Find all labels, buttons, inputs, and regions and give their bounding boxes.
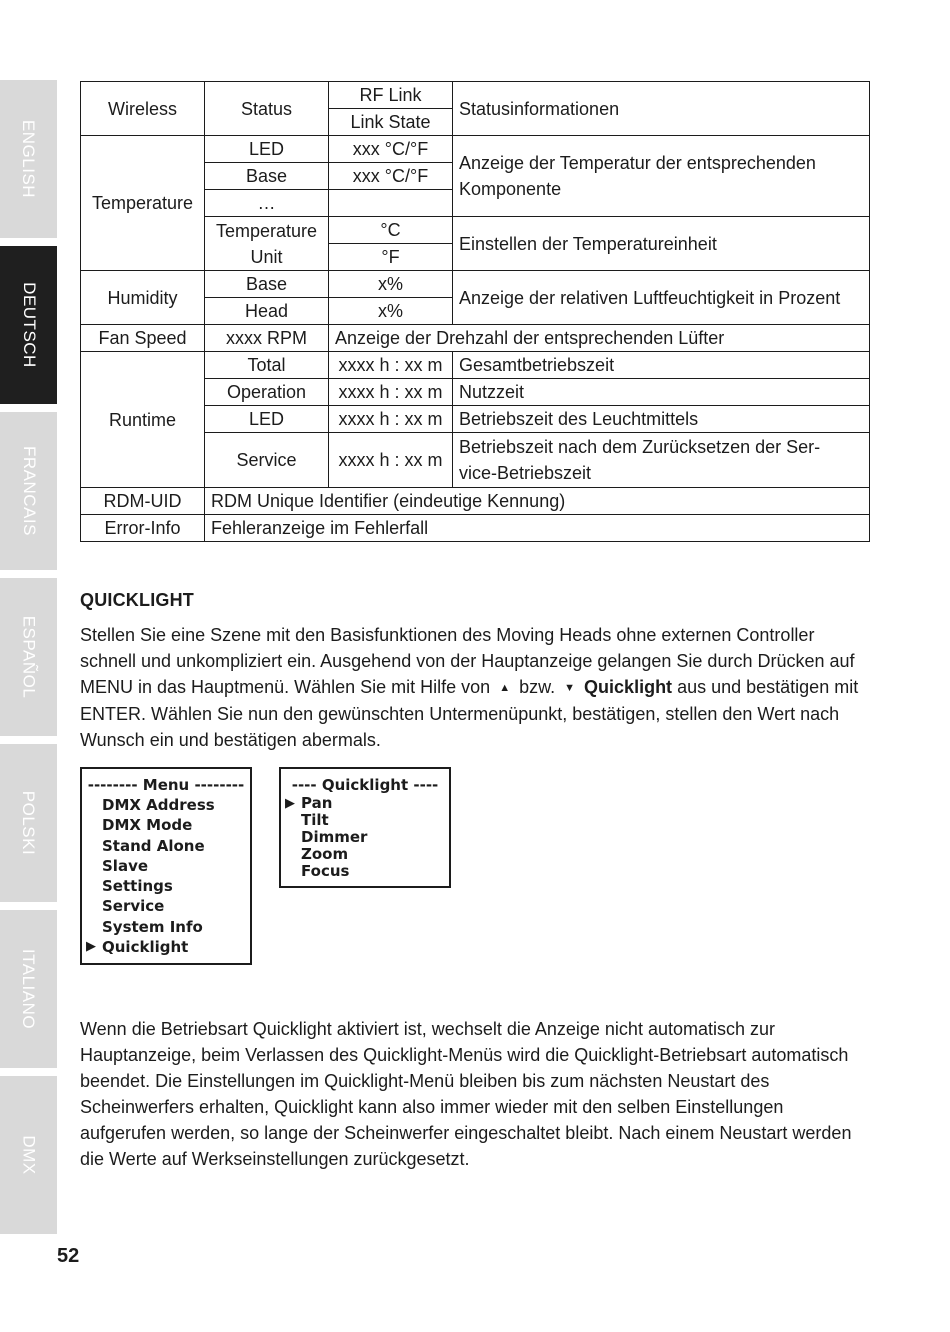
menu-item-label: Stand Alone xyxy=(102,836,205,855)
cursor-arrow-icon: ▶ xyxy=(285,796,295,811)
menu-item xyxy=(281,829,449,846)
table-cell: Fehleranzeige im Fehlerfall xyxy=(205,515,870,542)
menu-display-header: -------- Menu -------- xyxy=(87,776,245,794)
down-arrow-icon: ▼ xyxy=(564,682,576,694)
table-cell: x% xyxy=(329,271,453,298)
table-cell: RF Link xyxy=(329,82,453,109)
table-cell: Service xyxy=(205,433,329,488)
table-cell: Anzeige der Drehzahl der entsprechenden Lüfter xyxy=(329,325,870,352)
tab-deutsch[interactable] xyxy=(0,246,57,404)
menu-item-label: DMX Address xyxy=(102,796,215,814)
menu-item xyxy=(281,863,449,880)
paragraph-intro xyxy=(80,622,870,753)
info-table xyxy=(80,81,870,542)
menu-item-label: Zoom xyxy=(301,845,349,863)
row-label: Runtime xyxy=(81,352,205,488)
table-cell xyxy=(453,433,870,488)
table-cell: Status xyxy=(205,82,329,136)
table-cell: Statusinformationen xyxy=(453,82,870,136)
tab-label: POLSKI xyxy=(19,790,39,856)
menu-item xyxy=(82,795,250,815)
table-cell: °C xyxy=(329,217,453,244)
table-cell: xxxx h : xx m xyxy=(329,352,453,379)
table-row xyxy=(81,488,870,515)
table-cell xyxy=(329,190,453,217)
table-row xyxy=(81,136,870,163)
table-cell: xxxx h : xx m xyxy=(329,379,453,406)
table-cell: Head xyxy=(205,298,329,325)
menu-item-label: Tilt xyxy=(301,811,329,829)
menu-item xyxy=(82,917,250,937)
table-cell: x% xyxy=(329,298,453,325)
desc-line1: Betriebszeit nach dem Zurücksetzen der Ser- xyxy=(459,437,821,457)
section-heading: QUICKLIGHT xyxy=(80,590,194,610)
cursor-arrow-icon: ▶ xyxy=(86,939,96,955)
table-cell: Einstellen der Temperatureinheit xyxy=(453,217,870,271)
row-label: RDM-UID xyxy=(81,488,205,515)
quicklight-display xyxy=(279,767,451,888)
menu-item-selected xyxy=(82,937,250,957)
row-label: Error-Info xyxy=(81,515,205,542)
tab-espanol[interactable] xyxy=(0,578,57,736)
table-cell: Operation xyxy=(205,379,329,406)
menu-item xyxy=(281,812,449,829)
table-cell: Anzeige der relativen Luftfeuchtigkeit in Prozent xyxy=(453,271,870,325)
table-cell: xxxx h : xx m xyxy=(329,433,453,488)
table-row xyxy=(81,82,870,109)
menu-item xyxy=(82,815,250,835)
tab-italiano[interactable] xyxy=(0,910,57,1068)
row-label: Temperature xyxy=(81,136,205,271)
menu-item-selected xyxy=(281,795,449,812)
tab-label: DMX xyxy=(19,1135,39,1175)
menu-item-label: Dimmer xyxy=(301,828,368,846)
menu-item xyxy=(82,876,250,896)
table-cell: Link State xyxy=(329,109,453,136)
table-cell: xxx °C/°F xyxy=(329,163,453,190)
tab-francais[interactable] xyxy=(0,412,57,570)
table-row xyxy=(81,271,870,298)
tab-label: FRANCAIS xyxy=(19,446,39,536)
row-label: Humidity xyxy=(81,271,205,325)
table-cell: Total xyxy=(205,352,329,379)
table-cell: RDM Unique Identifier (eindeutige Kennung) xyxy=(205,488,870,515)
intro-text-a: Stellen Sie eine Szene mit den Basisfunktionen des Moving Heads ohne externen Controller schnell und unkompliziert ein. Ausgehend von der Hauptanzeige gelangen Sie durch Drücken auf MENU in das Hauptmenü. Wählen Sie mit Hilfe von xyxy=(80,625,855,697)
menu-item-label: Service xyxy=(102,897,165,916)
tab-polski[interactable] xyxy=(0,744,57,902)
tab-label: ENGLISH xyxy=(19,119,39,199)
page-number: 52 xyxy=(57,1245,80,1267)
row-label: Wireless xyxy=(81,82,205,136)
tab-label: ESPAÑOL xyxy=(19,615,39,699)
menu-item-label: Slave xyxy=(102,856,149,875)
menu-display xyxy=(80,767,252,965)
table-cell: … xyxy=(205,190,329,217)
table-cell xyxy=(205,217,329,271)
unit-label-line1: Temperature xyxy=(215,220,318,241)
menu-item xyxy=(82,836,250,856)
menu-item xyxy=(281,846,449,863)
menu-item-label: Quicklight xyxy=(102,938,189,957)
table-row xyxy=(81,325,870,352)
table-cell: xxxx RPM xyxy=(205,325,329,352)
menu-item xyxy=(82,896,250,916)
paragraph-behaviour: Wenn die Betriebsart Quicklight aktiviert ist, wechselt die Anzeige nicht automatisch zur Hauptanzeige, beim Verlassen des Quicklight-Menüs wird die Quicklight-Betriebsart automatisch beendet. Die Einstellungen im Quicklight-Menü bleiben bis zum nächsten Neustart des Scheinwerfers erhalten, Quicklight kann also immer wieder mit den selben Einstellungen aufgerufen werden, so lange der Scheinwerfer eingeschaltet bleibt. Nach einem Neustart werden die Werte auf Werkseinstellungen zurückgesetzt. xyxy=(80,1019,852,1169)
table-cell: Nutzzeit xyxy=(453,379,870,406)
tab-english[interactable] xyxy=(0,80,57,238)
table-row xyxy=(81,515,870,542)
menu-item-label: System Info xyxy=(102,917,203,936)
tab-label: DEUTSCH xyxy=(19,282,39,368)
menu-item-label: Settings xyxy=(102,877,173,896)
menu-item xyxy=(82,856,250,876)
intro-bold-term: Quicklight xyxy=(584,677,673,697)
row-label: Fan Speed xyxy=(81,325,205,352)
table-cell: °F xyxy=(329,244,453,271)
table-cell: LED xyxy=(205,406,329,433)
menu-item-label: Focus xyxy=(301,862,350,880)
table-cell: xxxx h : xx m xyxy=(329,406,453,433)
table-row xyxy=(81,352,870,379)
menu-item-label: Pan xyxy=(301,794,333,812)
tab-dmx[interactable] xyxy=(0,1076,57,1234)
table-cell: Gesamtbetriebszeit xyxy=(453,352,870,379)
table-cell: Betriebszeit des Leuchtmittels xyxy=(453,406,870,433)
table-cell: LED xyxy=(205,136,329,163)
tab-label: ITALIANO xyxy=(19,948,39,1030)
unit-label-line2: Unit xyxy=(250,246,283,267)
menu-item-label: DMX Mode xyxy=(102,816,193,835)
table-cell: Anzeige der Temperatur der entsprechenden Komponente xyxy=(453,136,870,217)
up-arrow-icon: ▲ xyxy=(499,682,511,694)
desc-line2: vice-Betriebszeit xyxy=(459,463,592,483)
table-cell: Base xyxy=(205,163,329,190)
table-cell: xxx °C/°F xyxy=(329,136,453,163)
intro-text-c: aus und bestätigen mit ENTER. Wählen Sie nun den gewünschten Untermenüpunkt, bestätigen, stellen den Wert nach Wunsch ein und bestätigen abermals. xyxy=(80,677,859,750)
quicklight-display-header: ---- Quicklight ---- xyxy=(291,776,439,794)
intro-text-b: bzw. xyxy=(519,677,556,697)
table-cell: Base xyxy=(205,271,329,298)
